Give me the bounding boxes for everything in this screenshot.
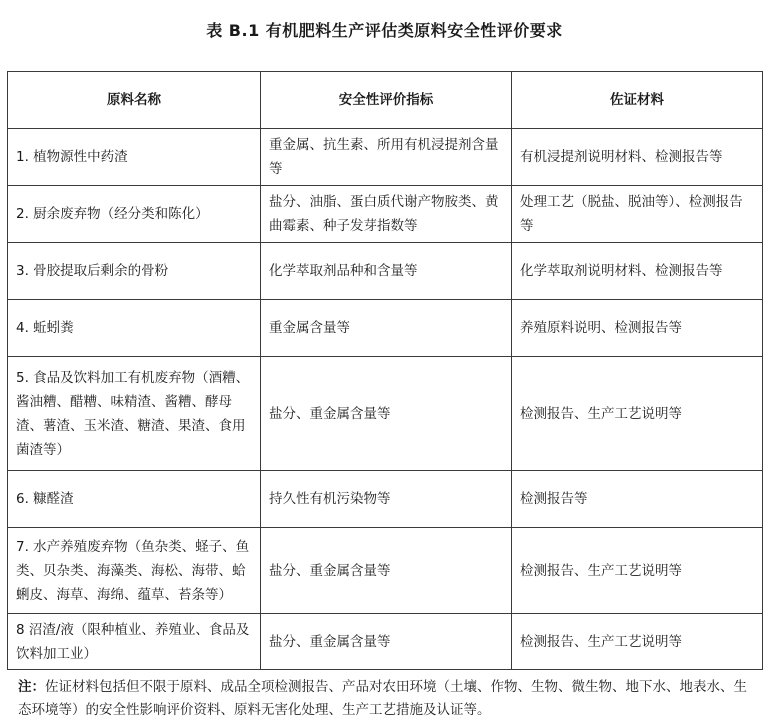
supporting-material-cell: 养殖原料说明、检测报告等 [512,300,763,357]
note-label: 注： [18,679,45,695]
material-name-cell: 5. 食品及饮料加工有机废弃物（酒糟、酱油糟、醋糟、味精渣、酱糟、酵母渣、薯渣、玉米渣、糖渣、果渣、食用菌渣等） [8,357,261,471]
table-title: 表 B.1 有机肥料生产评估类原料安全性评价要求 [206,21,563,40]
supporting-material-cell: 检测报告等 [512,471,763,528]
material-name-cell: 3. 骨胶提取后剩余的骨粉 [8,243,261,300]
table-row [8,300,763,357]
table-row [8,357,763,471]
header-material-name: 原料名称 [8,72,261,129]
table-header-row [8,72,763,129]
material-name-cell: 2. 厨余废弃物（经分类和陈化） [8,186,261,243]
table-row [8,243,763,300]
header-supporting-material: 佐证材料 [512,72,763,129]
safety-indicator-cell: 重金属含量等 [261,300,512,357]
supporting-material-cell: 检测报告、生产工艺说明等 [512,357,763,471]
table-row [8,528,763,614]
header-safety-indicator: 安全性评价指标 [261,72,512,129]
material-name-cell: 6. 糠醛渣 [8,471,261,528]
table-row [8,129,763,186]
supporting-material-cell: 有机浸提剂说明材料、检测报告等 [512,129,763,186]
safety-indicator-cell: 重金属、抗生素、所用有机浸提剂含量等 [261,129,512,186]
table-row [8,471,763,528]
safety-indicator-cell: 盐分、油脂、蛋白质代谢产物胺类、黄曲霉素、种子发芽指数等 [261,186,512,243]
material-name-cell: 7. 水产养殖废弃物（鱼杂类、蛏子、鱼类、贝杂类、海藻类、海松、海带、蛤蜊皮、海草、海绵、蕴草、苔条等） [8,528,261,614]
material-name-cell: 4. 蚯蚓粪 [8,300,261,357]
safety-indicator-cell: 化学萃取剂品种和含量等 [261,243,512,300]
requirements-table [7,71,763,670]
safety-indicator-cell: 盐分、重金属含量等 [261,528,512,614]
supporting-material-cell: 检测报告、生产工艺说明等 [512,614,763,670]
supporting-material-cell: 检测报告、生产工艺说明等 [512,528,763,614]
table-note [18,676,758,722]
safety-indicator-cell: 盐分、重金属含量等 [261,357,512,471]
safety-indicator-cell: 持久性有机污染物等 [261,471,512,528]
supporting-material-cell: 化学萃取剂说明材料、检测报告等 [512,243,763,300]
table-row [8,614,763,670]
material-name-cell: 8 沼渣/液（限种植业、养殖业、食品及饮料加工业） [8,614,261,670]
material-name-cell: 1. 植物源性中药渣 [8,129,261,186]
note-text: 佐证材料包括但不限于原料、成品全项检测报告、产品对农田环境（土壤、作物、生物、微生物、地下水、地表水、生态环境等）的安全性影响评价资料、原料无害化处理、生产工艺措施及认证等。 [18,679,747,718]
table-row [8,186,763,243]
supporting-material-cell: 处理工艺（脱盐、脱油等）、检测报告等 [512,186,763,243]
safety-indicator-cell: 盐分、重金属含量等 [261,614,512,670]
requirements-table-container [7,71,762,670]
